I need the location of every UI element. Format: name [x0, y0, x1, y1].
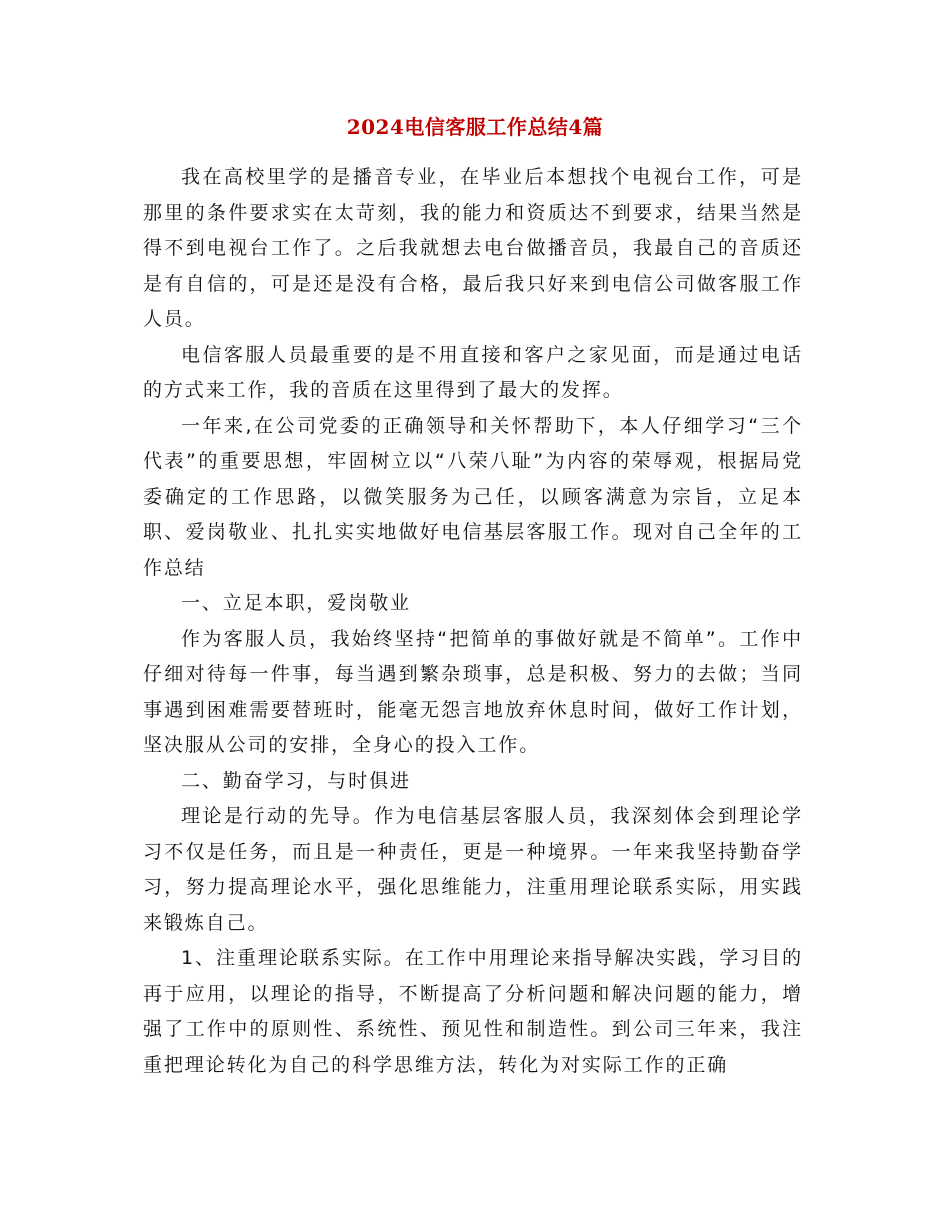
paragraph-phone-service: 电信客服人员最重要的是不用直接和客户之家见面，而是通过电话的方式来工作，我的音质在这里得到了最大的发挥。	[143, 343, 803, 401]
section-heading-1: 一、立足本职，爱岗敬业	[181, 592, 411, 614]
document-title: 2024电信客服工作总结4篇	[346, 115, 604, 139]
paragraph-section-2: 理论是行动的先导。作为电信基层客服人员，我深刻体会到理论学习不仅是任务，而且是一种责任，更是一种境界。一年来我坚持勤奋学习，努力提高理论水平，强化思维能力，注重用理论联系实际，用实践来锻炼自己。	[143, 805, 803, 934]
section-heading-2: 二、勤奋学习，与时俱进	[181, 769, 411, 792]
paragraph-intro: 我在高校里学的是播音专业，在毕业后本想找个电视台工作，可是那里的条件要求实在太苛刻，我的能力和资质达不到要求，结果当然是得不到电视台工作了。之后我就想去电台做播音员，我最自己的音质还是有自信的，可是还是没有合格，最后我只好来到电信公司做客服工作人员。	[143, 166, 803, 330]
paragraph-section-1: 作为客服人员，我始终坚持“把简单的事做好就是不简单”。工作中仔细对待每一件事，每当遇到繁杂琐事，总是积极、努力的去做；当同事遇到困难需要替班时，能毫无怨言地放弃休息时间，做好工作计划，坚决服从公司的安排，全身心的投入工作。	[143, 627, 803, 756]
paragraph-year-overview: 一年来,在公司党委的正确领导和关怀帮助下，本人仔细学习“三个代表”的重要思想，牢固树立以“八荣八耻”为内容的荣辱观，根据局党委确定的工作思路，以微笑服务为己任，以顾客满意为宗旨，立足本职、爱岗敬业、扎扎实实地做好电信基层客服工作。现对自己全年的工作总结	[143, 414, 803, 579]
paragraph-point-1: 1、注重理论联系实际。在工作中用理论来指导解决实践，学习目的再于应用，以理论的指导，不断提高了分析问题和解决问题的能力，增强了工作中的原则性、系统性、预见性和制造性。到公司三年来，我注重把理论转化为自己的科学思维方法，转化为对实际工作的正确	[143, 947, 803, 1076]
document-body	[143, 160, 803, 1083]
